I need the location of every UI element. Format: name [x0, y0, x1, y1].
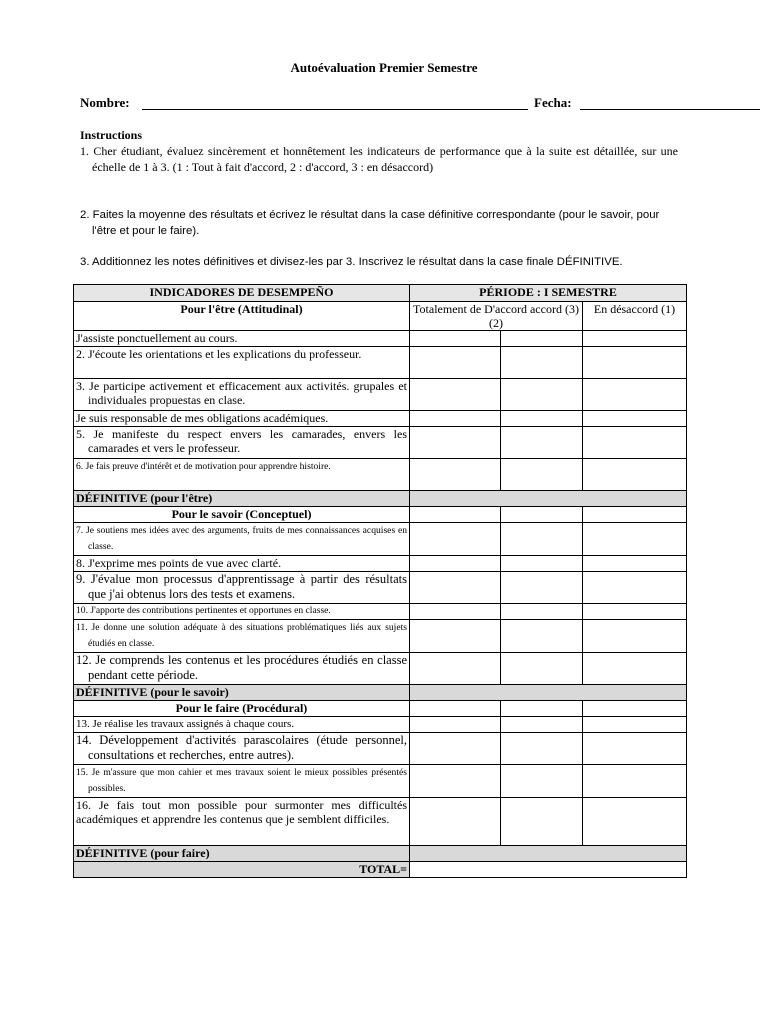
- item-2: 2. J'écoute les orientations et les explications du professeur.: [74, 347, 410, 379]
- score-cell[interactable]: [501, 604, 583, 620]
- item-15: 15. Je m'assure que mon cahier et mes travaux soient le mieux possibles présentés possibles.: [74, 765, 410, 798]
- item-10: 10. J'apporte des contributions pertinentes et opportunes en classe.: [74, 604, 410, 620]
- score-cell[interactable]: [501, 379, 583, 411]
- score-cell[interactable]: [501, 765, 583, 798]
- score-cell[interactable]: [410, 347, 501, 379]
- score-cell[interactable]: [501, 717, 583, 733]
- score-cell[interactable]: [410, 411, 501, 427]
- score-cell[interactable]: [410, 572, 501, 604]
- score-cell[interactable]: [410, 604, 501, 620]
- date-field[interactable]: [580, 109, 760, 110]
- score-cell[interactable]: [583, 572, 687, 604]
- score-cell[interactable]: [501, 798, 583, 846]
- score-cell[interactable]: [410, 620, 501, 653]
- evaluation-table: [73, 284, 687, 878]
- score-cell[interactable]: [501, 411, 583, 427]
- score-cell[interactable]: [501, 347, 583, 379]
- document-title: Autoévaluation Premier Semestre: [290, 60, 478, 75]
- item-11: 11. Je donne une solution adéquate à des situations problématiques liés aux sujets étudiés en classe.: [74, 620, 410, 653]
- date-label: Fecha:: [534, 95, 572, 110]
- definitive-etre-cell[interactable]: [410, 491, 687, 507]
- instruction-3: 3. Additionnez les notes définitives et divisez-les par 3. Inscrivez le résultat dans la case finale DÉFINITIVE.: [80, 256, 623, 268]
- table-row: [74, 798, 687, 846]
- score-cell[interactable]: [583, 556, 687, 572]
- score-cell[interactable]: [583, 620, 687, 653]
- header-indicators: INDICADORES DE DESEMPEÑO: [74, 285, 410, 302]
- score-cell[interactable]: [410, 765, 501, 798]
- table-row: [74, 379, 687, 411]
- table-row: [74, 717, 687, 733]
- item-13: 13. Je réalise les travaux assignés à chaque cours.: [74, 717, 410, 733]
- item-16: 16. Je fais tout mon possible pour surmonter mes difficultés académiques et apprendre les contenus que je semblent difficiles.: [74, 798, 410, 846]
- score-cell[interactable]: [583, 653, 687, 685]
- score-cell[interactable]: [501, 331, 583, 347]
- score-cell[interactable]: [410, 653, 501, 685]
- score-cell[interactable]: [501, 733, 583, 765]
- score-cell[interactable]: [583, 798, 687, 846]
- name-label: Nombre:: [80, 95, 130, 110]
- table-row: [74, 765, 687, 798]
- table-row: [74, 523, 687, 556]
- score-cell[interactable]: [583, 733, 687, 765]
- definitive-faire-cell[interactable]: [410, 846, 687, 862]
- table-row: [74, 331, 687, 347]
- table-row: [74, 604, 687, 620]
- table-row: [74, 733, 687, 765]
- table-row: [74, 572, 687, 604]
- col-disagree-header: En désaccord (1): [583, 302, 687, 331]
- header-period: PÉRIODE : I SEMESTRE: [410, 285, 687, 302]
- section-etre: Pour l'être (Attitudinal): [74, 302, 410, 331]
- score-cell[interactable]: [410, 459, 501, 491]
- section-faire: Pour le faire (Procédural): [74, 701, 410, 717]
- definitive-etre-label: DÉFINITIVE (pour l'être): [74, 491, 410, 507]
- item-6: 6. Je fais preuve d'intérêt et de motivation pour apprendre histoire.: [74, 459, 410, 491]
- name-date-row: [80, 95, 768, 115]
- definitive-savoir-label: DÉFINITIVE (pour le savoir): [74, 685, 410, 701]
- instructions-heading: Instructions: [80, 128, 143, 142]
- score-cell[interactable]: [583, 459, 687, 491]
- table-row: [74, 620, 687, 653]
- item-9: 9. J'évalue mon processus d'apprentissage à partir des résultats que j'ai obtenus lors des tests et examens.: [74, 572, 410, 604]
- definitive-faire-label: DÉFINITIVE (pour faire): [74, 846, 410, 862]
- score-cell[interactable]: [410, 798, 501, 846]
- score-cell[interactable]: [583, 717, 687, 733]
- score-cell[interactable]: [410, 331, 501, 347]
- item-4: Je suis responsable de mes obligations académiques.: [74, 411, 410, 427]
- score-cell[interactable]: [583, 427, 687, 459]
- item-3: 3. Je participe activement et efficacement aux activités. grupales et individuales propuestas en clase.: [74, 379, 410, 411]
- item-12: 12. Je comprends les contenus et les procédures étudiés en classe pendant cette période.: [74, 653, 410, 685]
- score-cell[interactable]: [583, 523, 687, 556]
- table-row: [74, 459, 687, 491]
- total-cell[interactable]: [410, 862, 687, 878]
- definitive-savoir-cell[interactable]: [410, 685, 687, 701]
- score-cell[interactable]: [501, 572, 583, 604]
- score-cell[interactable]: [410, 379, 501, 411]
- total-label: TOTAL=: [74, 862, 410, 878]
- col-agree-header: Totalement de D'accord accord (3) (2): [410, 302, 583, 331]
- item-8: 8. J'exprime mes points de vue avec clarté.: [74, 556, 410, 572]
- score-cell[interactable]: [410, 427, 501, 459]
- table-row: [74, 347, 687, 379]
- score-cell[interactable]: [583, 347, 687, 379]
- score-cell[interactable]: [583, 379, 687, 411]
- score-cell[interactable]: [501, 459, 583, 491]
- score-cell[interactable]: [583, 604, 687, 620]
- score-cell[interactable]: [583, 411, 687, 427]
- instruction-1: 1. Cher étudiant, évaluez sincèrement et honnêtement les indicateurs de performance que à la suite est détaillée, sur une échelle de 1 à 3. (1 : Tout à fait d'accord, 2 : d'accord, 3 : en désaccord): [80, 144, 678, 174]
- item-14: 14. Développement d'activités parascolaires (étude personnel, consultations et recherches, entre autres).: [74, 733, 410, 765]
- score-cell[interactable]: [501, 556, 583, 572]
- table-row: [74, 653, 687, 685]
- table-row: [74, 556, 687, 572]
- score-cell[interactable]: [501, 523, 583, 556]
- score-cell[interactable]: [583, 331, 687, 347]
- score-cell[interactable]: [410, 733, 501, 765]
- item-7: 7. Je soutiens mes idées avec des arguments, fruits de mes connaissances acquises en classe.: [74, 523, 410, 556]
- score-cell[interactable]: [501, 653, 583, 685]
- table-row: [74, 411, 687, 427]
- instruction-2: 2. Faites la moyenne des résultats et écrivez le résultat dans la case définitive correspondante (pour le savoir, pour l'être et pour le faire).: [80, 209, 660, 237]
- score-cell[interactable]: [410, 523, 501, 556]
- item-5: 5. Je manifeste du respect envers les camarades, envers les camarades et vers le professeur.: [74, 427, 410, 459]
- score-cell[interactable]: [501, 427, 583, 459]
- table-row: [74, 427, 687, 459]
- score-cell[interactable]: [583, 765, 687, 798]
- item-1: J'assiste ponctuellement au cours.: [74, 331, 410, 347]
- section-savoir: Pour le savoir (Conceptuel): [74, 507, 410, 523]
- name-field[interactable]: [142, 109, 528, 110]
- score-cell[interactable]: [410, 556, 501, 572]
- score-cell[interactable]: [410, 717, 501, 733]
- score-cell[interactable]: [501, 620, 583, 653]
